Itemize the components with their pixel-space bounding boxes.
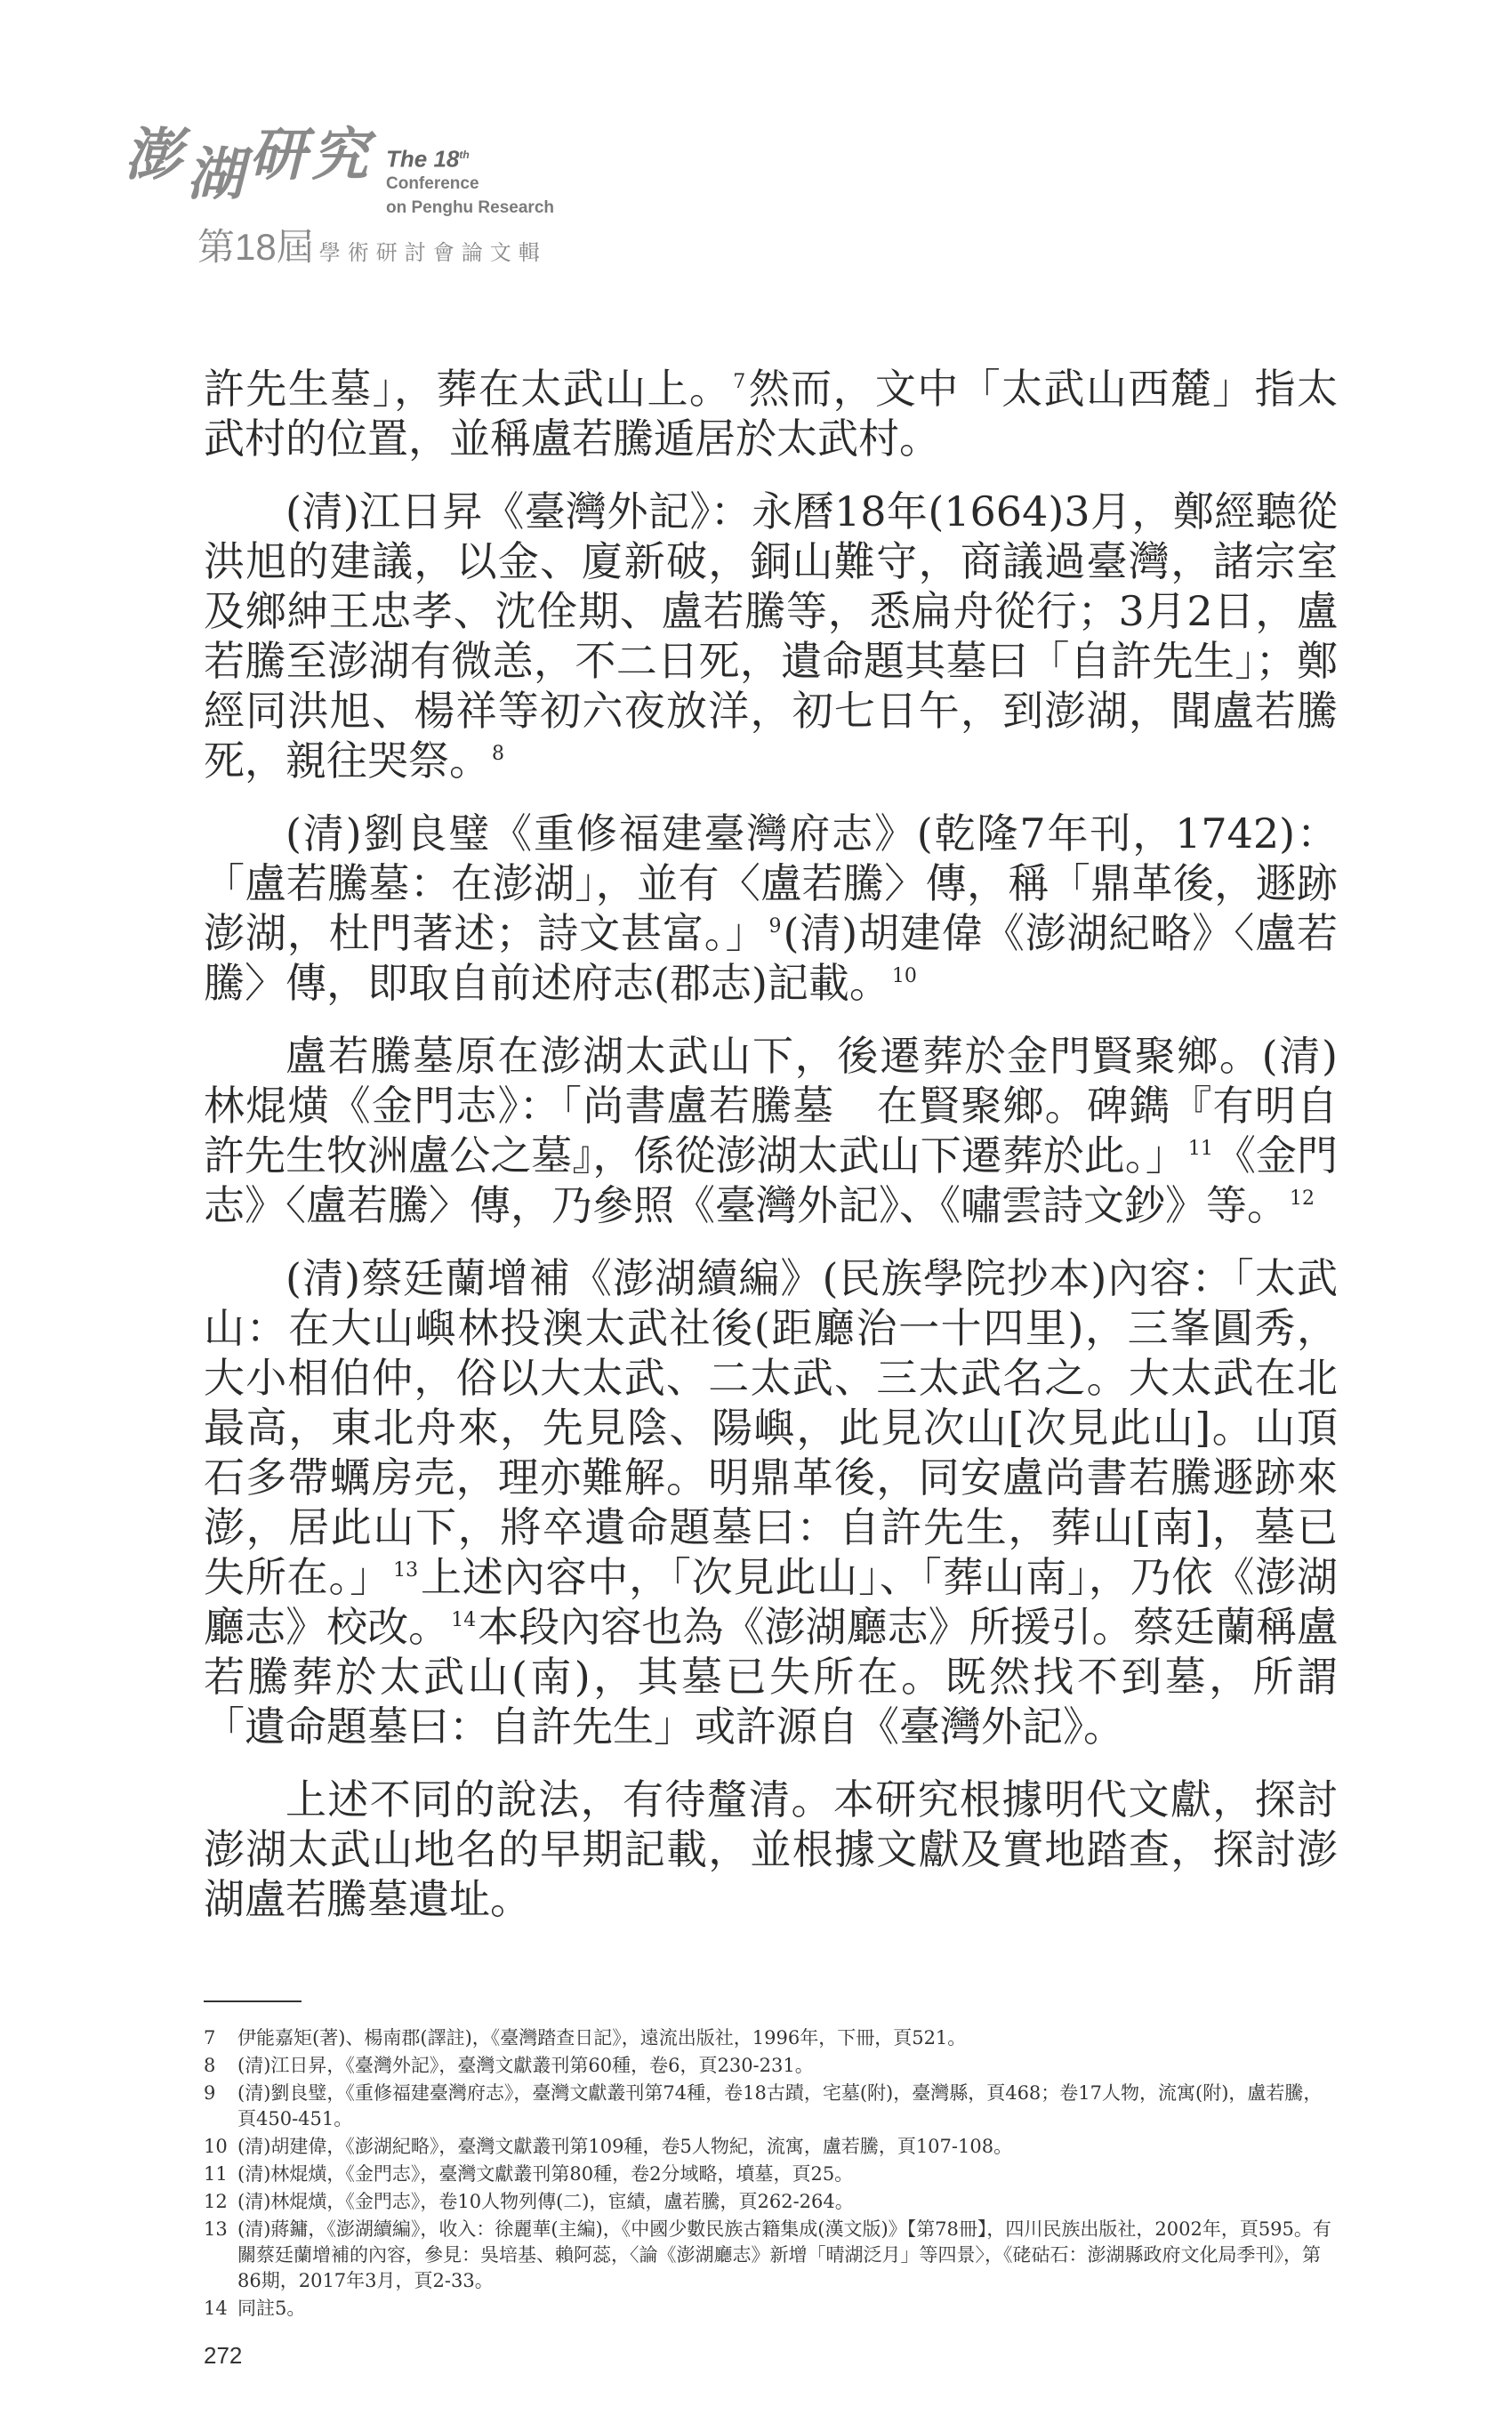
footnote-text: 伊能嘉矩(著)、楊南郡(譯註)，《臺灣踏查日記》，遠流出版社，1996年，下冊，頁521。 — [237, 2026, 967, 2049]
footnote-ref: 13 — [393, 1559, 419, 1582]
footnote-number: 12 — [204, 2190, 228, 2212]
text-segment: 上述內容中，「次見此山」、「葬山南」，乃依《澎湖廳志》校改。 — [204, 1552, 1339, 1651]
footnote-ref: 12 — [1290, 1187, 1315, 1211]
text-segment: (清)胡建偉《澎湖紀略》〈盧若騰〉傳，即取自前述府志(郡志)記載。 — [204, 908, 1338, 1007]
text-segment: 上述不同的說法，有待釐清。本研究根據明代文獻，探討澎湖太武山地名的早期記載，並根據文獻及實地踏查，探討澎湖盧若騰墓遺址。 — [204, 1775, 1338, 1923]
paragraph — [204, 364, 1338, 463]
footnote-text: 同註5。 — [237, 2297, 306, 2319]
footnote — [204, 2161, 1338, 2187]
text-segment: (清)江日昇《臺灣外記》：永曆18年(1664)3月，鄭經聽從洪旭的建議，以金、廈新破，銅山難守，商議過臺灣，諸宗室及鄉紳王忠孝、沈佺期、盧若騰等，悉扁舟從行；3月2日，盧若騰至澎湖有微恙，不二日死，遺命題其墓曰「自許先生」；鄭經同洪旭、楊祥等初六夜放洋，初七日午，到澎湖，聞盧若騰死，親往哭祭。 — [204, 487, 1338, 785]
footnote-number: 10 — [204, 2135, 228, 2157]
footnote — [204, 2134, 1338, 2160]
footnote-number: 14 — [204, 2297, 228, 2319]
text-segment: (清)蔡廷蘭增補《澎湖續編》(民族學院抄本)內容：「太武山：在大山嶼林投澳太武社後(距廳治一十四里)，三峯圓秀，大小相伯仲，俗以大太武、二太武、三太武名之。大太武在北最高，東北舟來，先見陰、陽嶼，此見次山[次見此山]。山頂石多帶蠣房売，理亦難解。明鼎革後，同安盧尚書若騰遯跡來澎，居此山下，將卒遺命題墓曰：自許先生，葬山[南]，墓已失所在。」 — [204, 1253, 1338, 1601]
footnote-number: 13 — [204, 2218, 228, 2240]
footnotes — [204, 2025, 1338, 2323]
paragraph — [204, 1253, 1338, 1751]
footnote — [204, 2053, 1338, 2079]
footnote — [204, 2217, 1338, 2294]
footnote-number: 9 — [204, 2081, 216, 2104]
footnote-number: 7 — [204, 2026, 216, 2049]
paragraph — [204, 1031, 1338, 1230]
english-sup: th — [459, 149, 470, 161]
footnote — [204, 2081, 1338, 2132]
footnote — [204, 2296, 1338, 2322]
subtitle — [197, 225, 1338, 278]
footnote-text: (清)劉良璧，《重修福建臺灣府志》，臺灣文獻叢刊第74種，卷18古蹟，宅墓(附)，臺灣縣，頁468；卷17人物，流寓(附)，盧若騰，頁450-451。 — [237, 2081, 1323, 2129]
text-segment: (清)劉良璧《重修福建臺灣府志》(乾隆7年刊，1742)：「盧若騰墓：在澎湖」，並有〈盧若騰〉傳，稱「鼎革後，遯跡澎湖，杜門著述；詩文甚富。」 — [204, 809, 1338, 957]
footnote-text: (清)胡建偉，《澎湖紀略》，臺灣文獻叢刊第109種，卷5人物紀，流寓，盧若騰，頁107-108。 — [237, 2135, 1013, 2157]
english-line3: on Penghu Research — [386, 197, 554, 217]
footnote-text: (清)林焜熿，《金門志》，卷10人物列傳(二)，宦績，盧若騰，頁262-264。 — [237, 2190, 854, 2212]
footnote-ref: 9 — [768, 915, 782, 938]
english-line1: The 18 — [386, 145, 460, 173]
footnote-ref: 14 — [451, 1609, 477, 1632]
footnote-ref: 7 — [733, 371, 746, 394]
footnote-text: (清)江日昇，《臺灣外記》，臺灣文獻叢刊第60種，卷6，頁230-231。 — [237, 2054, 814, 2076]
text-segment: 然而，文中「太武山西麓」指太武村的位置，並稱盧若騰遁居於太武村。 — [204, 364, 1339, 463]
text-segment: 許先生墓」，葬在太武山上。 — [204, 364, 732, 413]
journal-header-logo — [125, 120, 1338, 278]
text-segment: 本段內容也為《澎湖廳志》所援引。蔡廷蘭稱盧若騰葬於太武山(南)，其墓已失所在。既然找不到墓，所謂「遺命題墓曰：自許先生」或許源自《臺灣外記》。 — [204, 1602, 1339, 1751]
logo-char: 澎 — [125, 122, 181, 189]
logo-char: 研 — [249, 122, 306, 189]
page-number: 272 — [204, 2341, 243, 2369]
text-segment: 盧若騰墓原在澎湖太武山下，後遷葬於金門賢聚鄉。(清)林焜熿《金門志》：「尚書盧若騰墓 在賢聚鄉。碑鐫『有明自許先生牧洲盧公之墓』，係從澎湖太武山下遷葬於此。」 — [204, 1031, 1338, 1179]
footnote-ref: 11 — [1187, 1138, 1213, 1161]
paragraph — [204, 809, 1338, 1008]
text-segment: 《金門志》〈盧若騰〉傳，乃參照《臺灣外記》、《嘯雲詩文鈔》等。 — [204, 1131, 1339, 1229]
footnote — [204, 2025, 1338, 2051]
footnote-ref: 8 — [492, 743, 504, 766]
english-title — [386, 143, 554, 220]
logo-char: 湖 — [187, 141, 244, 208]
body-text — [204, 364, 1338, 1947]
footnote-text: (清)蔣鏞，《澎湖續編》，收入：徐麗華(主編)，《中國少數民族古籍集成(漢文版)》【第78冊】，四川民族出版社，2002年，頁595。有關蔡廷蘭增補的內容，參見：吳培基、賴阿蕊，〈論《澎湖廳志》新增「晴湖泛月」等四景〉，《硓𥑮石：澎湖縣政府文化局季刊》，第86期，2017年3月，頁2-33。 — [237, 2218, 1331, 2291]
paragraph — [204, 487, 1338, 785]
footnote — [204, 2189, 1338, 2215]
header-title-row — [125, 120, 1338, 220]
paragraph — [204, 1775, 1338, 1924]
english-line2: Conference — [386, 173, 479, 193]
footnote-ref: 10 — [891, 965, 917, 988]
logo-char: 究 — [311, 122, 368, 189]
footnote-text: (清)林焜熿，《金門志》，臺灣文獻叢刊第80種，卷2分域略，墳墓，頁25。 — [237, 2162, 854, 2185]
footnote-number: 11 — [204, 2162, 228, 2185]
subtitle-collection: 學術研討會論文輯 — [318, 240, 547, 265]
footnote-number: 8 — [204, 2054, 216, 2076]
subtitle-edition: 第18屆 — [197, 225, 314, 268]
footnote-divider — [204, 2000, 302, 2002]
